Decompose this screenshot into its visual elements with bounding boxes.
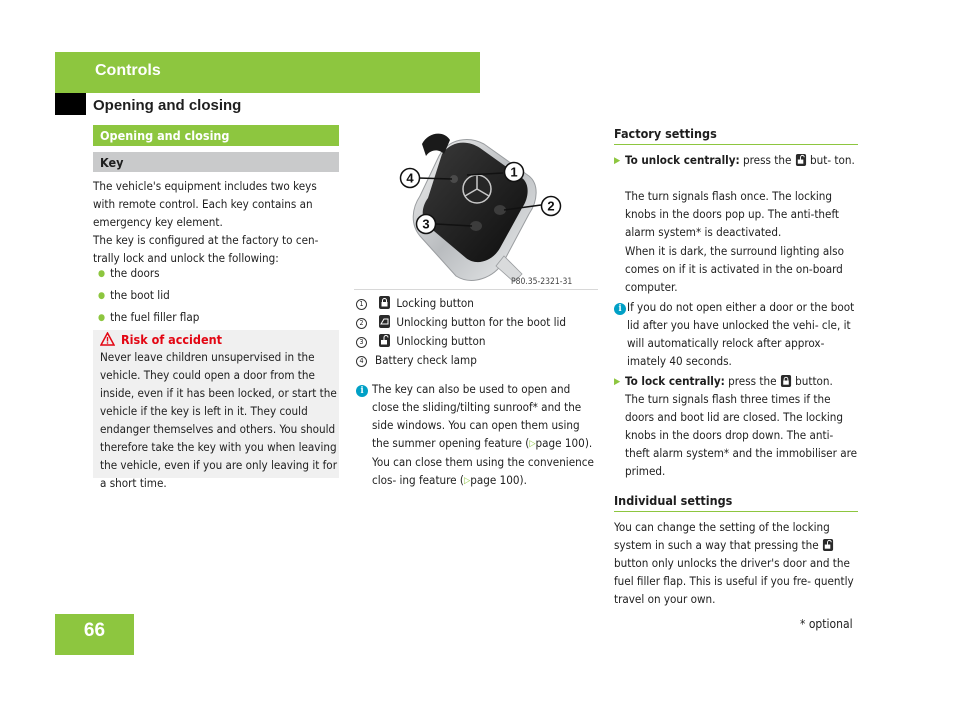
callout-4: [401, 169, 420, 188]
lock-closed-icon: [378, 296, 391, 309]
svg-text:2: 2: [547, 198, 555, 214]
legend-item: 1 Locking button: [356, 294, 474, 312]
section-rule: [614, 511, 858, 512]
list-item: ● the doors: [98, 266, 160, 280]
warning-title: Risk of accident: [121, 332, 222, 347]
lock-open-icon: [795, 154, 807, 166]
unlock-instruction: To unlock centrally: press the but- ton.: [625, 153, 855, 167]
list-item: ● the boot lid: [98, 288, 170, 302]
section-rule: [614, 144, 858, 145]
legend-item: 2 Unlocking button for the boot lid: [356, 313, 566, 331]
individual-settings-title: Individual settings: [614, 493, 733, 508]
subtopic-title: Key: [100, 155, 124, 170]
section-title: Controls: [95, 62, 161, 79]
key-intro-paragraph: The vehicle's equipment includes two keys with remote control. Each key contains an emergency key element.: [93, 179, 317, 229]
boot-lid-icon: [378, 315, 391, 328]
legend-item: 4 Battery check lamp: [356, 351, 477, 369]
unlock-lighting-note: When it is dark, the surround lighting also comes on if it is activated in the on-board computer.: [625, 244, 844, 294]
list-item: ● the fuel filler flap: [98, 310, 200, 324]
warning-triangle-icon: [100, 332, 115, 346]
page-subtitle: Opening and closing: [93, 97, 242, 114]
unlock-result: The turn signals flash once. The locking knobs in the doors pop up. The anti-theft alarm system* is deactivated.: [625, 189, 840, 239]
info-icon-wrap: [356, 380, 372, 398]
callout-1: [505, 163, 524, 182]
footnote: * optional: [800, 617, 853, 631]
lock-open-icon: [822, 539, 834, 551]
warning-text: Never leave children unsupervised in the vehicle. They could open a door from the inside, even if it has been locked, or start the vehicle if the key is left in it. They could endanger themselves and others. You should therefore take the key with you when leaving the vehicle, even if you are only leaving it for a short time.: [100, 350, 337, 490]
topic-title: Opening and closing: [100, 128, 230, 143]
relock-info-note: If you do not open either a door or the boot lid after you have unlocked the vehi- cle, it will automatically relock after approx- imately 40 seconds.: [627, 300, 855, 368]
page-ref-arrow-icon: ▷: [529, 439, 536, 449]
lock-instruction: To lock centrally: press the button.: [625, 374, 833, 388]
callout-2: [542, 197, 561, 216]
bullet-dot-icon: ●: [98, 291, 106, 301]
callout-3: [417, 215, 436, 234]
factory-settings-title: Factory settings: [614, 126, 717, 141]
step-arrow-icon: ▶: [614, 156, 621, 166]
bullet-dot-icon: ●: [98, 269, 106, 279]
bullet-dot-icon: ●: [98, 313, 106, 323]
individual-settings-text: You can change the setting of the locking system in such a way that pressing the button only unlocks the driver's door and the fuel filler flap. This is useful if you fre- quently travel on your own.: [614, 520, 854, 606]
page-number: 66: [83, 620, 106, 641]
svg-text:1: 1: [510, 164, 518, 180]
factory-config-paragraph: The key is configured at the factory to cen- trally lock and unlock the following:: [93, 233, 319, 265]
svg-text:3: 3: [422, 216, 430, 232]
key-info-note: The key can also be used to open and close the sliding/tilting sunroof* and the side windows. You can open them using the summer opening feature (▷page 100). You can close them using the convenience clos- ing feature (▷page 100).: [372, 382, 594, 487]
page-ref-arrow-icon: ▷: [463, 476, 471, 486]
photo-code: P80.35-2321-31: [511, 277, 573, 287]
info-icon-wrap: [614, 298, 628, 316]
header-tab-marker: [55, 93, 86, 115]
step-arrow-icon: ▶: [614, 377, 621, 387]
page-ref-link[interactable]: page 100: [535, 436, 585, 450]
svg-text:4: 4: [406, 170, 414, 186]
lock-result: The turn signals flash three times if the doors and boot lid are closed. The locking knobs in the doors drop down. The anti- theft alarm system* and the immobiliser are primed.: [625, 392, 858, 478]
info-icon: i: [614, 303, 626, 315]
page-ref-link[interactable]: page 100: [470, 473, 520, 487]
lock-open-icon: [378, 334, 391, 347]
subtopic-band: [93, 152, 339, 172]
legend-item: 3 Unlocking button: [356, 332, 485, 350]
key-fob-photo: [354, 126, 598, 290]
info-icon: i: [356, 385, 368, 397]
lock-closed-icon: [780, 375, 792, 387]
